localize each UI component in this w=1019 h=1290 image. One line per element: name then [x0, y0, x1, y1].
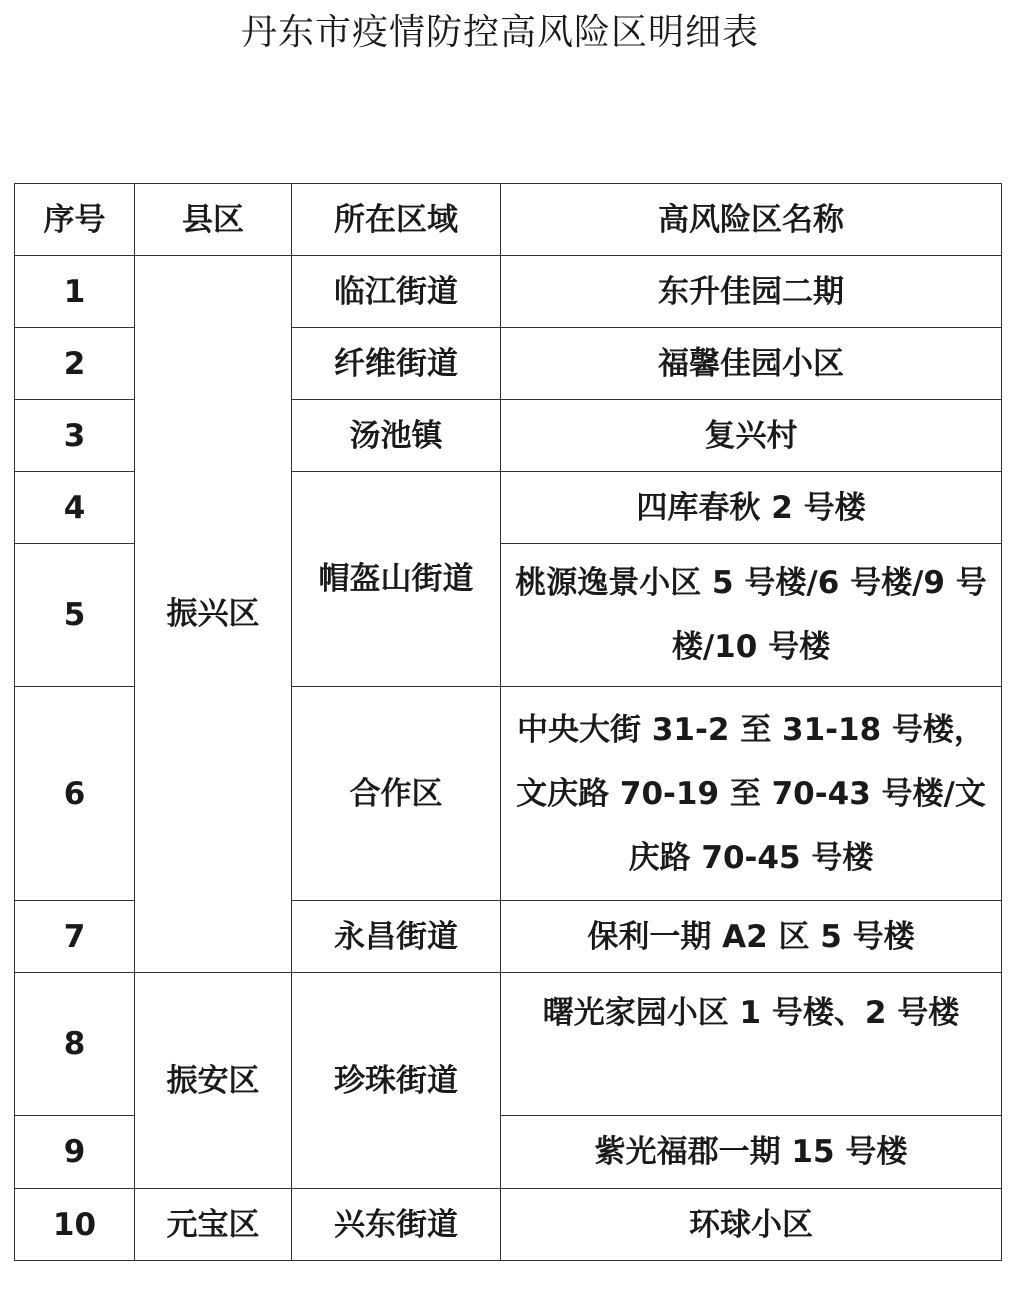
seq-cell: 4	[15, 472, 135, 544]
high-risk-area-table	[14, 183, 1002, 1261]
name-cell: 保利一期 A2 区 5 号楼	[501, 901, 1002, 973]
area-cell: 永昌街道	[292, 901, 501, 973]
header-name: 高风险区名称	[501, 184, 1002, 256]
area-cell: 汤池镇	[292, 400, 501, 472]
seq-cell: 5	[15, 544, 135, 687]
name-cell: 环球小区	[501, 1189, 1002, 1261]
name-cell: 曙光家园小区 1 号楼、2 号楼	[501, 973, 1002, 1116]
name-cell: 复兴村	[501, 400, 1002, 472]
page-title: 丹东市疫情防控高风险区明细表	[240, 12, 759, 53]
header-county: 县区	[135, 184, 292, 256]
name-cell: 中央大街 31-2 至 31-18 号楼，文庆路 70-19 至 70-43 号楼/文庆路 70-45 号楼	[501, 687, 1002, 901]
name-cell: 紫光福郡一期 15 号楼	[501, 1116, 1002, 1189]
table-header-row	[15, 184, 1002, 256]
name-cell: 东升佳园二期	[501, 256, 1002, 328]
area-cell: 临江街道	[292, 256, 501, 328]
table-row	[15, 256, 1002, 328]
area-cell: 纤维街道	[292, 328, 501, 400]
county-cell-yuanbao: 元宝区	[135, 1189, 292, 1261]
area-cell: 珍珠街道	[292, 973, 501, 1189]
name-cell: 桃源逸景小区 5 号楼/6 号楼/9 号楼/10 号楼	[501, 544, 1002, 687]
header-area: 所在区域	[292, 184, 501, 256]
seq-cell: 7	[15, 901, 135, 973]
area-cell: 帽盔山街道	[292, 472, 501, 687]
county-cell-zhenxing: 振兴区	[135, 256, 292, 973]
seq-cell: 6	[15, 687, 135, 901]
seq-cell: 9	[15, 1116, 135, 1189]
seq-cell: 10	[15, 1189, 135, 1261]
area-cell: 合作区	[292, 687, 501, 901]
name-cell: 四库春秋 2 号楼	[501, 472, 1002, 544]
name-cell: 福馨佳园小区	[501, 328, 1002, 400]
area-cell: 兴东街道	[292, 1189, 501, 1261]
seq-cell: 1	[15, 256, 135, 328]
county-cell-zhenan: 振安区	[135, 973, 292, 1189]
seq-cell: 2	[15, 328, 135, 400]
seq-cell: 3	[15, 400, 135, 472]
table-row	[15, 973, 1002, 1116]
table-row	[15, 1189, 1002, 1261]
seq-cell: 8	[15, 973, 135, 1116]
header-seq: 序号	[15, 184, 135, 256]
